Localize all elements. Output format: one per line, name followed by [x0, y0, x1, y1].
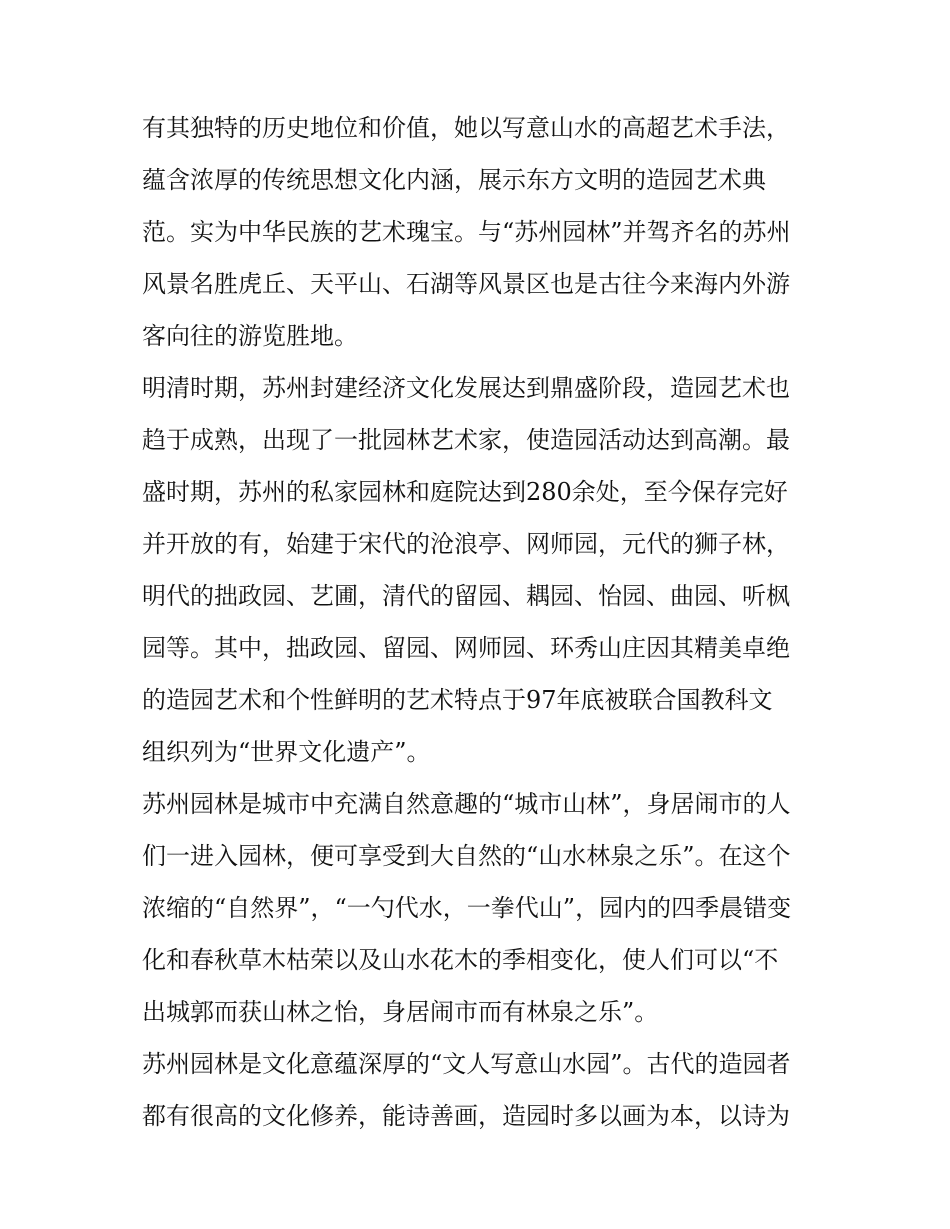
text-line: 明代的拙政园、艺圃，清代的留园、耦园、怡园、曲园、听枫	[142, 582, 790, 610]
text-line: 们一进入园林，便可享受到大自然的“山水林泉之乐”。在这个	[142, 842, 791, 870]
text-line: 范。实为中华民族的艺术瑰宝。与“苏州园林”并驾齐名的苏州	[142, 218, 791, 246]
paragraph-1	[142, 102, 822, 362]
paragraph-2	[142, 362, 822, 778]
paragraph-4	[142, 1038, 822, 1142]
text-line: 组织列为“世界文化遗产”。	[142, 738, 431, 766]
text-line: 的造园艺术和个性鲜明的艺术特点于97年底被联合国教科文	[142, 686, 773, 714]
document-page	[142, 102, 822, 1142]
text-line: 并开放的有，始建于宋代的沧浪亭、网师园，元代的狮子林，	[142, 530, 790, 558]
text-line: 风景名胜虎丘、天平山、石湖等风景区也是古往今来海内外游	[142, 270, 790, 298]
text-line: 客向往的游览胜地。	[142, 322, 358, 350]
text-line: 苏州园林是城市中充满自然意趣的“城市山林”，身居闹市的人	[142, 790, 791, 818]
text-line: 苏州园林是文化意蕴深厚的“文人写意山水园”。古代的造园者	[142, 1050, 791, 1078]
text-line: 蕴含浓厚的传统思想文化内涵，展示东方文明的造园艺术典	[142, 166, 766, 194]
text-line: 盛时期，苏州的私家园林和庭院达到280余处，至今保存完好	[142, 478, 788, 506]
text-line: 园等。其中，拙政园、留园、网师园、环秀山庄因其精美卓绝	[142, 634, 790, 662]
text-line: 趋于成熟，出现了一批园林艺术家，使造园活动达到高潮。最	[142, 426, 790, 454]
text-line: 有其独特的历史地位和价值，她以写意山水的高超艺术手法，	[142, 114, 790, 142]
text-line: 明清时期，苏州封建经济文化发展达到鼎盛阶段，造园艺术也	[142, 374, 790, 402]
text-line: 浓缩的“自然界”，“一勺代水，一拳代山”，园内的四季晨错变	[142, 894, 792, 922]
text-line: 出城郭而获山林之怡，身居闹市而有林泉之乐”。	[142, 998, 659, 1026]
text-line: 化和春秋草木枯荣以及山水花木的季相变化，使人们可以“不	[142, 946, 779, 974]
paragraph-3	[142, 778, 822, 1038]
text-line: 都有很高的文化修养，能诗善画，造园时多以画为本，以诗为	[142, 1102, 790, 1130]
